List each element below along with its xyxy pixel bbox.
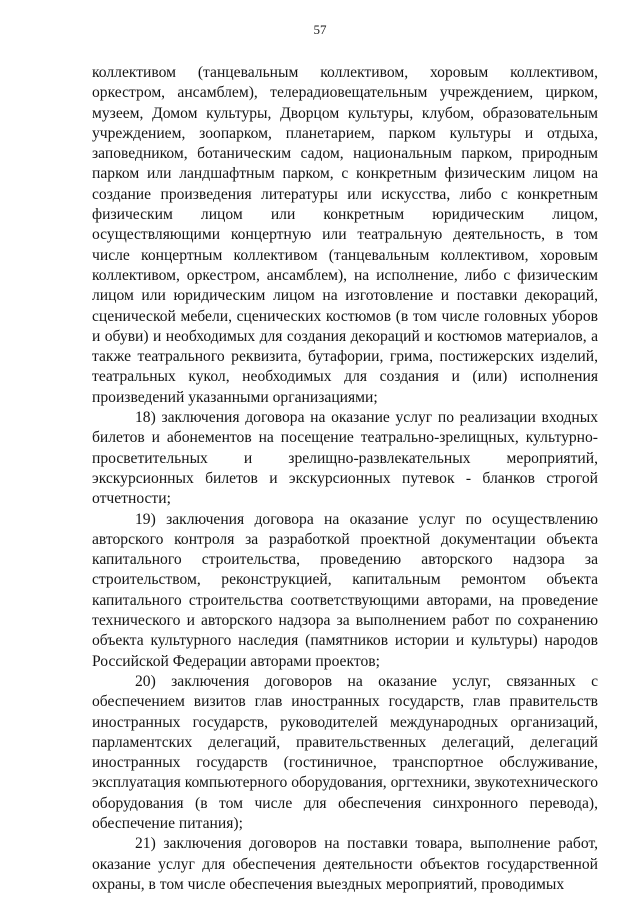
paragraph-item-20: 20) заключения договоров на оказание услуг, связанных с обеспечением визитов глав иностранных государств, глав правительств иностранных государств, руководителей международных организаций, парламентских делегаций, правительственных делегаций, делегаций иностранных государств (гостиничное, транспортное обслуживание, эксплуатация компьютерного оборудования, оргтехники, звукотехнического оборудования (в том числе для обеспечения синхронного перевода), обеспечение питания); [92,672,598,832]
document-body [92,63,598,895]
paragraph-continuation: коллективом (танцевальным коллективом, хоровым коллективом, оркестром, ансамблем), телерадиовещательным учреждением, цирком, музеем, Домом культуры, Дворцом культуры, клубом, образовательным учреждением, зоопарком, планетарием, парком культуры и отдыха, заповедником, ботаническим садом, национальным парком, природным парком или ландшафтным парком, с конкретным физическим лицом на создание произведения литературы или искусства, либо с конкретным физическим лицом или конкретным юридическим лицом, осуществляющими концертную или театральную деятельность, в том числе концертным коллективом (танцевальным коллективом, хоровым коллективом, оркестром, ансамблем), на исполнение, либо с физическим лицом или юридическим лицом на изготовление и поставки декораций, сценической мебели, сценических костюмов (в том числе головных уборов и обуви) и необходимых для создания декораций и костюмов материалов, а также театрального реквизита, бутафории, грима, постижерских изделий, театральных кукол, необходимых для создания и (или) исполнения произведений указанными организациями; [92,64,598,406]
paragraph-item-19: 19) заключения договора на оказание услуг по осуществлению авторского контроля за разработкой проектной документации объекта капитального строительства, проведению авторского надзора за строительством, реконструкцией, капитальным ремонтом объекта капитального строительства соответствующими авторами, на проведение технического и авторского надзора за выполнением работ по сохранению объекта культурного наследия (памятников истории и культуры) народов Российской Федерации авторами проектов; [92,510,598,670]
paragraph-item-18: 18) заключения договора на оказание услуг по реализации входных билетов и абонементов на посещение театрально-зрелищных, культурно-просветительных и зрелищно-развлекательных мероприятий, экскурсионных билетов и экскурсионных путевок - бланков строгой отчетности; [92,409,598,508]
paragraph-item-21: 21) заключения договоров на поставки товара, выполнение работ, оказание услуг для обеспечения деятельности объектов государственной охраны, в том числе обеспечения выездных мероприятий, проводимых [92,835,598,893]
page-number: 57 [313,22,327,37]
